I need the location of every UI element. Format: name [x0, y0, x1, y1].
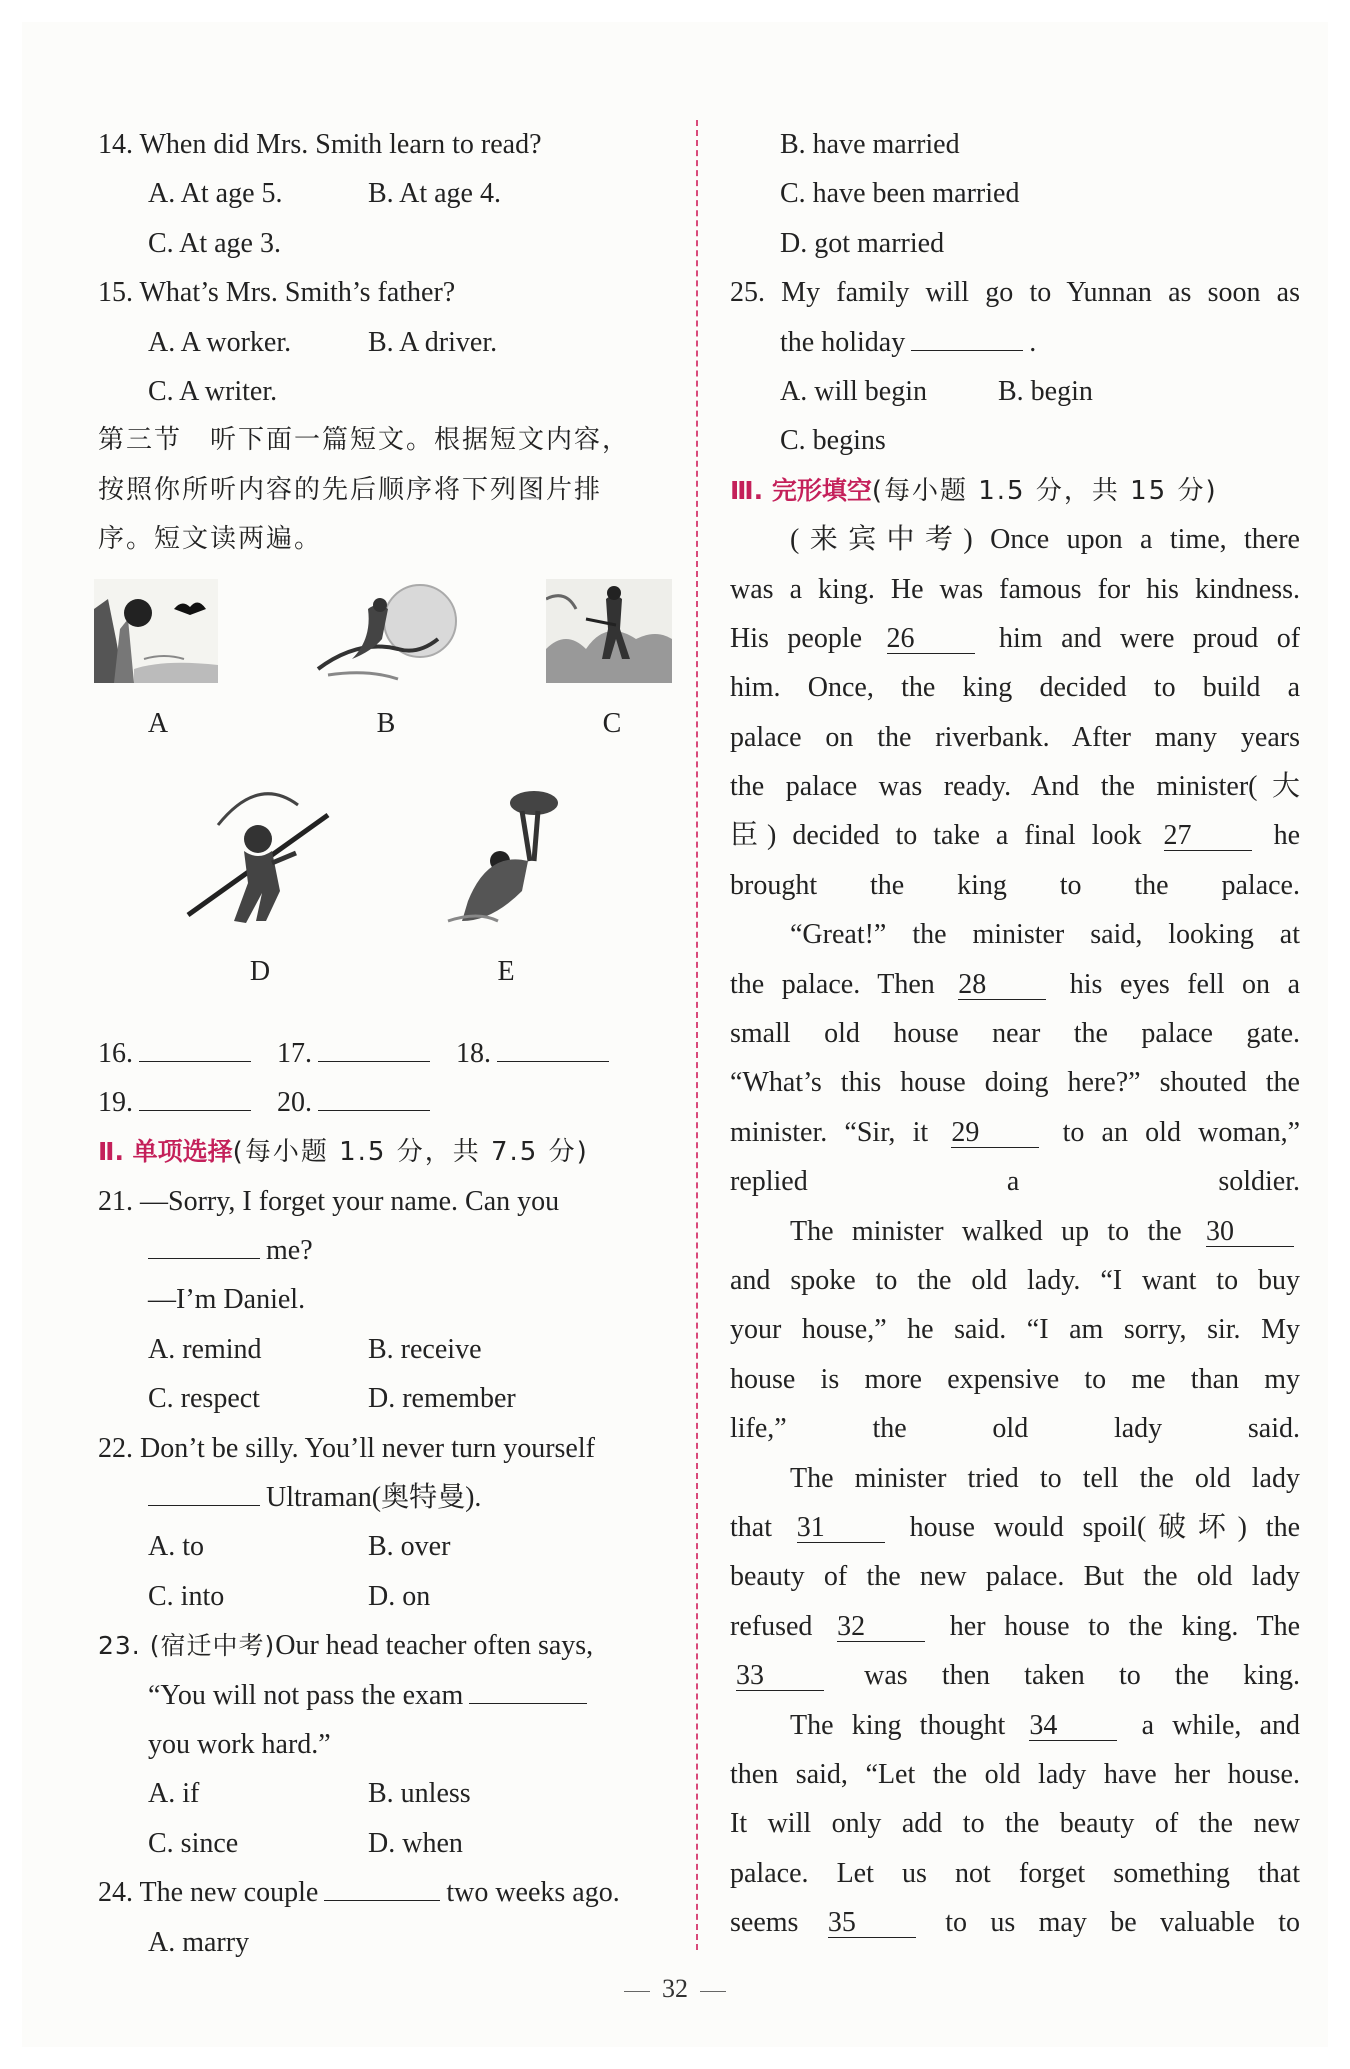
- picture-a-sun-and-bird: [94, 579, 218, 683]
- q25-text: the holiday: [780, 326, 906, 358]
- cloze-blank[interactable]: 31: [797, 1514, 885, 1543]
- section3-instructions-line2: 按照你所听内容的先后顺序将下列图片排: [98, 474, 603, 505]
- q24-option-c: C. have been married: [780, 178, 1020, 210]
- cloze-blank[interactable]: 33: [736, 1662, 824, 1691]
- q21-option-b: B. receive: [368, 1333, 482, 1365]
- footer-dash-left: [624, 1991, 650, 1992]
- answer-16-blank[interactable]: [139, 1035, 251, 1062]
- passage-text: life,” the old lady said.: [730, 1413, 1300, 1445]
- answer-row-19-20: [98, 1078, 670, 1127]
- answer-19-blank[interactable]: [139, 1084, 251, 1111]
- question-23-cont: [98, 1671, 670, 1720]
- picture-sequence: [98, 565, 670, 1029]
- question-21: 21. —Sorry, I forget your name. Can you: [98, 1185, 560, 1217]
- passage-line: [730, 1602, 1300, 1651]
- passage-text: 臣) decided to take a final look: [730, 820, 1142, 852]
- q24-text-2: two weeks ago.: [446, 1877, 620, 1909]
- cloze-blank[interactable]: 32: [837, 1613, 925, 1642]
- passage-line: [730, 565, 1300, 614]
- cloze-blank[interactable]: 30: [1206, 1218, 1294, 1247]
- passage-text: The minister tried to tell the old lady: [790, 1462, 1300, 1494]
- q15-option-c: C. A writer.: [148, 375, 278, 407]
- section-2-heading: [98, 1127, 670, 1176]
- passage-line: [730, 1305, 1300, 1354]
- q21-option-c: C. respect: [148, 1383, 260, 1415]
- passage-text: your house,” he said. “I am sorry, sir. My: [730, 1314, 1300, 1346]
- passage-line: [730, 1404, 1300, 1453]
- answer-16-label: 16.: [98, 1037, 133, 1069]
- passage-text: house would spoil(破坏) the: [909, 1511, 1300, 1543]
- passage-line: [730, 1750, 1300, 1799]
- passage-text: “What’s this house doing here?” shouted the: [730, 1067, 1300, 1099]
- picture-e-label: E: [497, 955, 515, 987]
- q14-options-ab: [98, 169, 670, 218]
- q22-text: Ultraman(奥特曼).: [266, 1482, 482, 1514]
- passage-line: [730, 1898, 1300, 1947]
- cloze-blank[interactable]: 34: [1029, 1712, 1117, 1741]
- passage-line: [730, 1157, 1300, 1206]
- q25-option-b: B. begin: [998, 375, 1093, 407]
- passage-text: him and were proud of: [999, 622, 1300, 654]
- passage-line: [730, 515, 1300, 564]
- q21-option-d: D. remember: [368, 1383, 516, 1415]
- cloze-blank[interactable]: 26: [887, 625, 975, 654]
- left-column: [98, 120, 670, 1967]
- passage-line: [730, 1009, 1300, 1058]
- passage-text: palace on the riverbank. After many years: [730, 721, 1300, 753]
- q21-options-ab: [98, 1325, 670, 1374]
- answer-18-blank[interactable]: [497, 1035, 609, 1062]
- answer-20-label: 20.: [277, 1086, 312, 1118]
- passage-text: was then taken to the king.: [864, 1660, 1300, 1692]
- picture-b-label: B: [376, 707, 396, 739]
- page-number-footer: [0, 1974, 1350, 2004]
- passage-line: [730, 960, 1300, 1009]
- passage-text: The king thought: [790, 1709, 1006, 1741]
- section-3-points: (每小题 1.5 分，共 15 分): [871, 475, 1218, 506]
- question-15: 15. What’s Mrs. Smith’s father?: [98, 277, 456, 309]
- passage-text: his eyes fell on a: [1069, 968, 1300, 1000]
- picture-b-fairy-moon: [308, 579, 458, 689]
- cloze-passage: [730, 515, 1300, 1947]
- passage-line: [730, 663, 1300, 712]
- q23-option-c: C. since: [148, 1827, 239, 1859]
- question-25-cont: [730, 318, 1300, 367]
- cloze-blank[interactable]: 27: [1164, 822, 1252, 851]
- column-divider: [696, 120, 698, 1950]
- answer-20-blank[interactable]: [318, 1084, 430, 1111]
- footer-dash-right: [700, 1991, 726, 1992]
- passage-text: replied a soldier.: [730, 1166, 1300, 1198]
- passage-line: [730, 1503, 1300, 1552]
- answer-17-label: 17.: [277, 1037, 312, 1069]
- question-24: [98, 1868, 670, 1917]
- q24-option-d: D. got married: [780, 227, 945, 259]
- passage-text: house is more expensive to me than my: [730, 1363, 1300, 1395]
- passage-line: [730, 1552, 1300, 1601]
- q24-blank[interactable]: [324, 1874, 440, 1901]
- q24-option-b: B. have married: [780, 129, 960, 160]
- passage-text: the palace was ready. And the minister(大: [730, 771, 1300, 803]
- passage-text: refused: [730, 1610, 813, 1642]
- cloze-blank[interactable]: 29: [951, 1119, 1039, 1148]
- q25-blank[interactable]: [911, 324, 1023, 351]
- picture-c-label: C: [602, 707, 622, 739]
- q21-text: me?: [266, 1235, 313, 1267]
- passage-text: to an old woman,”: [1062, 1116, 1300, 1148]
- passage-text: minister. “Sir, it: [730, 1116, 929, 1148]
- passage-text: small old house near the palace gate.: [730, 1018, 1300, 1050]
- passage-line: [730, 614, 1300, 663]
- passage-line: [730, 1849, 1300, 1898]
- passage-line: [730, 910, 1300, 959]
- picture-e-flying-figure: [438, 781, 578, 941]
- passage-line: [730, 713, 1300, 762]
- q14-option-a: A. At age 5.: [148, 178, 283, 210]
- passage-text: and spoke to the old lady. “I want to buy: [730, 1264, 1300, 1296]
- cloze-blank[interactable]: 28: [958, 971, 1046, 1000]
- section-3-heading: [730, 466, 1300, 515]
- passage-text: The minister walked up to the: [790, 1215, 1182, 1247]
- passage-text: was a king. He was famous for his kindness.: [730, 573, 1300, 605]
- q22-option-a: A. to: [148, 1531, 204, 1563]
- passage-line: [730, 1355, 1300, 1404]
- q23-option-a: A. if: [148, 1778, 200, 1810]
- passage-line: [730, 1454, 1300, 1503]
- question-22: 22. Don’t be silly. You’ll never turn yourself: [98, 1432, 595, 1464]
- cloze-blank[interactable]: 35: [828, 1909, 916, 1938]
- section-3-title: Ⅲ. 完形填空: [730, 475, 872, 505]
- passage-text: the palace. Then: [730, 968, 935, 1000]
- answer-row-16-18: [98, 1029, 670, 1078]
- picture-a-label: A: [147, 707, 169, 739]
- q25-option-c: C. begins: [780, 425, 886, 457]
- passage-text: seems: [730, 1907, 799, 1939]
- q23-options-ab: [98, 1769, 670, 1818]
- passage-line: [730, 811, 1300, 860]
- passage-text: him. Once, the king decided to build a: [730, 672, 1300, 704]
- passage-line: [730, 1799, 1300, 1848]
- question-22-cont: [98, 1473, 670, 1522]
- right-column: [730, 120, 1300, 1947]
- q14-option-c: C. At age 3.: [148, 227, 281, 259]
- question-23: [98, 1621, 670, 1670]
- passage-text: then said, “Let the old lady have her house.: [730, 1758, 1300, 1790]
- page-number: 32: [662, 1974, 688, 2003]
- q23-option-b: B. unless: [368, 1778, 471, 1810]
- passage-text: he: [1273, 820, 1300, 852]
- q25-options-ab: [730, 367, 1300, 416]
- passage-text: beauty of the new palace. But the old lady: [730, 1561, 1300, 1593]
- passage-line: [730, 1701, 1300, 1750]
- q23-source: 23. (宿迁中考): [98, 1631, 276, 1661]
- picture-c-warrior: [546, 579, 672, 683]
- passage-text: “Great!” the minister said, looking at: [790, 919, 1300, 951]
- passage-line: [730, 762, 1300, 811]
- question-23-cont-2: you work hard.”: [148, 1728, 331, 1760]
- q22-blank[interactable]: [148, 1479, 260, 1506]
- passage-text: that: [730, 1511, 772, 1543]
- q21-blank[interactable]: [148, 1232, 260, 1259]
- section-2-title: Ⅱ. 单项选择: [98, 1137, 233, 1167]
- question-14: 14. When did Mrs. Smith learn to read?: [98, 129, 542, 160]
- section3-instructions-line3: 序。短文读两遍。: [98, 524, 323, 555]
- q15-options-ab: [98, 318, 670, 367]
- q22-option-d: D. on: [368, 1580, 431, 1612]
- q22-options-cd: [98, 1572, 670, 1621]
- answer-17-blank[interactable]: [318, 1035, 430, 1062]
- question-25: 25. My family will go to Yunnan as soon as: [730, 277, 1300, 309]
- question-21-reply: —I’m Daniel.: [148, 1284, 306, 1316]
- question-21-cont: [98, 1226, 670, 1275]
- q24-option-a: A. marry: [148, 1926, 250, 1958]
- passage-text: her house to the king. The: [949, 1610, 1300, 1642]
- q21-option-a: A. remind: [148, 1333, 262, 1365]
- q22-option-b: B. over: [368, 1531, 451, 1563]
- q23-blank[interactable]: [469, 1677, 587, 1704]
- q24-text: 24. The new couple: [98, 1877, 319, 1909]
- q22-option-c: C. into: [148, 1580, 225, 1612]
- answer-19-label: 19.: [98, 1086, 133, 1118]
- passage-text: palace. Let us not forget something that: [730, 1857, 1300, 1889]
- q15-option-a: A. A worker.: [148, 326, 292, 358]
- picture-d-label: D: [249, 955, 271, 987]
- q22-options-ab: [98, 1522, 670, 1571]
- passage-line: [730, 1207, 1300, 1256]
- q23-text-2: “You will not pass the exam: [148, 1679, 464, 1711]
- picture-d-monkey-king: [178, 785, 348, 945]
- passage-text: to us may be valuable to: [945, 1907, 1300, 1939]
- passage-line: [730, 1058, 1300, 1107]
- answer-18-label: 18.: [456, 1037, 491, 1069]
- passage-line: [730, 1256, 1300, 1305]
- passage-text: (来宾中考) Once upon a time, there: [790, 524, 1300, 556]
- q25-period: .: [1029, 326, 1037, 358]
- q23-text: Our head teacher often says,: [275, 1630, 594, 1662]
- q23-option-d: D. when: [368, 1827, 463, 1859]
- passage-line: [730, 861, 1300, 910]
- q15-option-b: B. A driver.: [368, 326, 498, 358]
- section-2-points: (每小题 1.5 分，共 7.5 分): [232, 1137, 589, 1168]
- q21-options-cd: [98, 1374, 670, 1423]
- passage-text: His people: [730, 622, 863, 654]
- passage-line: [730, 1651, 1300, 1700]
- passage-text: a while, and: [1141, 1709, 1300, 1741]
- passage-line: [730, 1108, 1300, 1157]
- passage-text: brought the king to the palace.: [730, 869, 1300, 901]
- q23-options-cd: [98, 1819, 670, 1868]
- q14-option-b: B. At age 4.: [368, 178, 501, 210]
- q25-option-a: A. will begin: [780, 375, 927, 407]
- section3-instructions-line1: 第三节 听下面一篇短文。根据短文内容，: [98, 425, 631, 456]
- passage-text: It will only add to the beauty of the new: [730, 1808, 1300, 1840]
